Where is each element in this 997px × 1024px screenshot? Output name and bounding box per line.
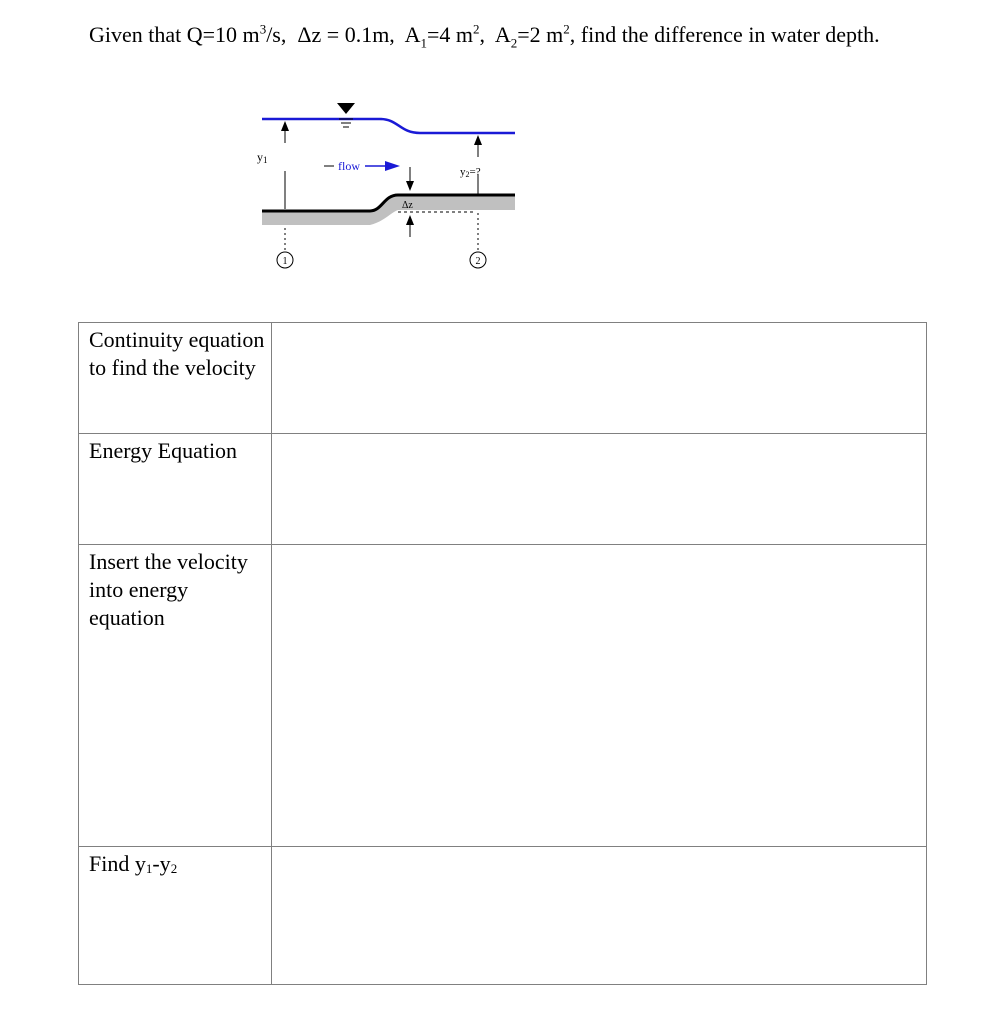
solution-worksheet-table [78,322,927,985]
flow-rate-value: Q=10 m [186,22,260,47]
step-label: Continuity equation to find the velocity [79,323,272,434]
area2-subscript: 2 [510,35,518,51]
area2-exponent: 2 [563,21,570,37]
section-2-label: 2 [475,256,481,267]
worksheet-row-continuity [79,323,927,434]
area1-value: =4 m [427,22,474,47]
problem-statement: Given that Q=10 $m^3/s$, Δz = 0.1m, $A_1=4$ $m^2$, $A_2=2$ $m^2$, find the difference in water depth. [89,21,880,51]
y1-label: y1 [257,150,268,165]
worksheet-row-substitute [79,545,927,847]
step-label [79,847,272,985]
worksheet-row-difference [79,847,927,985]
answer-cell[interactable] [272,847,927,985]
water-surface [262,119,515,133]
flow-label: flow [338,159,360,173]
flow-rate-unit: /s, [266,22,287,47]
channel-step-diagram [250,95,525,280]
area1-exponent: 2 [473,21,480,37]
y1-dimension [281,121,289,250]
given-label: Given that [89,22,182,47]
area1-letter: A [404,22,421,47]
answer-cell[interactable] [272,434,927,545]
free-surface-symbol [337,103,355,114]
step-subscript-2: 2 [170,861,178,876]
delta-z-value: Δz = 0.1m, [297,22,395,47]
flow-rate-exponent: 3 [259,21,267,37]
answer-cell[interactable] [272,323,927,434]
answer-cell[interactable] [272,545,927,847]
area2-letter: A [494,22,511,47]
section-1-label: 1 [282,256,288,267]
step-label: Insert the velocity into energy equation [79,545,272,847]
area1-subscript: 1 [420,35,427,51]
delta-z-label: Δz [402,200,413,211]
step-subscript-1: 1 [145,861,153,876]
flow-arrowhead [385,161,400,171]
area2-value: =2 m [517,22,564,47]
step-label: Energy Equation [79,434,272,545]
step-middle: -y [152,851,171,876]
y2-dimension [474,135,482,250]
y2-label: y2=? [460,166,481,179]
task-text: , find the difference in water depth. [569,22,880,47]
worksheet-row-energy [79,434,927,545]
step-prefix: Find y [89,851,146,876]
